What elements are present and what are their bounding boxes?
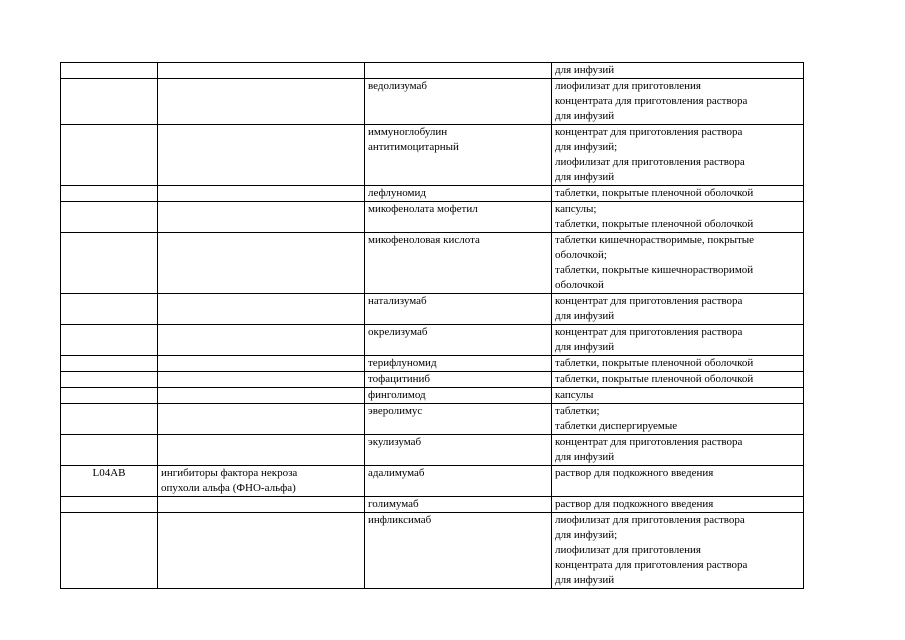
atc-code-cell: [61, 388, 158, 404]
dosage-form-cell: раствор для подкожного введения: [552, 466, 804, 497]
dosage-form-cell: капсулы; таблетки, покрытые пленочной оболочкой: [552, 202, 804, 233]
dosage-form-cell: лиофилизат для приготовления концентрата для приготовления раствора для инфузий: [552, 79, 804, 125]
table-row: [61, 372, 804, 388]
table-row: [61, 513, 804, 589]
table-row: [61, 388, 804, 404]
atc-code-cell: [61, 325, 158, 356]
drug-name-cell: экулизумаб: [365, 435, 552, 466]
drug-name-cell: натализумаб: [365, 294, 552, 325]
table-row: [61, 79, 804, 125]
atc-code-cell: [61, 356, 158, 372]
dosage-form-cell: концентрат для приготовления раствора для инфузий: [552, 435, 804, 466]
atc-code-cell: [61, 202, 158, 233]
drug-name-cell: финголимод: [365, 388, 552, 404]
atc-code-cell: [61, 294, 158, 325]
dosage-form-cell: таблетки, покрытые пленочной оболочкой: [552, 186, 804, 202]
table-row: [61, 497, 804, 513]
pharmacological-group-cell: [158, 294, 365, 325]
drug-name-cell: тофацитиниб: [365, 372, 552, 388]
table-row: [61, 186, 804, 202]
atc-code-cell: [61, 372, 158, 388]
medication-table: [60, 62, 804, 589]
drug-name-cell: голимумаб: [365, 497, 552, 513]
table-row: [61, 202, 804, 233]
atc-code-cell: [61, 79, 158, 125]
dosage-form-cell: капсулы: [552, 388, 804, 404]
pharmacological-group-cell: [158, 388, 365, 404]
atc-code-cell: [61, 513, 158, 589]
drug-name-cell: иммуноглобулин антитимоцитарный: [365, 125, 552, 186]
table-row: [61, 466, 804, 497]
pharmacological-group-cell: [158, 325, 365, 356]
drug-name-cell: микофенолата мофетил: [365, 202, 552, 233]
pharmacological-group-cell: [158, 497, 365, 513]
table-row: [61, 435, 804, 466]
table-body: [61, 63, 804, 589]
pharmacological-group-cell: [158, 202, 365, 233]
dosage-form-cell: таблетки; таблетки диспергируемые: [552, 404, 804, 435]
atc-code-cell: [61, 63, 158, 79]
drug-name-cell: терифлуномид: [365, 356, 552, 372]
table-row: [61, 356, 804, 372]
pharmacological-group-cell: [158, 186, 365, 202]
pharmacological-group-cell: [158, 63, 365, 79]
atc-code-cell: [61, 497, 158, 513]
atc-code-cell: L04AB: [61, 466, 158, 497]
dosage-form-cell: концентрат для приготовления раствора для инфузий; лиофилизат для приготовления раствора для инфузий: [552, 125, 804, 186]
drug-name-cell: [365, 63, 552, 79]
dosage-form-cell: таблетки, покрытые пленочной оболочкой: [552, 372, 804, 388]
pharmacological-group-cell: [158, 372, 365, 388]
dosage-form-cell: таблетки кишечнорастворимые, покрытые оболочкой; таблетки, покрытые кишечнорастворимой оболочкой: [552, 233, 804, 294]
drug-name-cell: лефлуномид: [365, 186, 552, 202]
pharmacological-group-cell: [158, 404, 365, 435]
table-row: [61, 294, 804, 325]
pharmacological-group-cell: [158, 356, 365, 372]
drug-name-cell: микофеноловая кислота: [365, 233, 552, 294]
atc-code-cell: [61, 233, 158, 294]
atc-code-cell: [61, 404, 158, 435]
dosage-form-cell: раствор для подкожного введения: [552, 497, 804, 513]
pharmacological-group-cell: [158, 233, 365, 294]
table-row: [61, 63, 804, 79]
dosage-form-cell: лиофилизат для приготовления раствора для инфузий; лиофилизат для приготовления концентрата для приготовления раствора для инфузий: [552, 513, 804, 589]
pharmacological-group-cell: [158, 435, 365, 466]
dosage-form-cell: концентрат для приготовления раствора для инфузий: [552, 294, 804, 325]
dosage-form-cell: для инфузий: [552, 63, 804, 79]
pharmacological-group-cell: [158, 79, 365, 125]
drug-name-cell: инфликсимаб: [365, 513, 552, 589]
table-row: [61, 404, 804, 435]
pharmacological-group-cell: [158, 125, 365, 186]
drug-name-cell: окрелизумаб: [365, 325, 552, 356]
atc-code-cell: [61, 125, 158, 186]
atc-code-cell: [61, 435, 158, 466]
drug-name-cell: эверолимус: [365, 404, 552, 435]
dosage-form-cell: таблетки, покрытые пленочной оболочкой: [552, 356, 804, 372]
drug-name-cell: ведолизумаб: [365, 79, 552, 125]
table-row: [61, 233, 804, 294]
table-row: [61, 325, 804, 356]
pharmacological-group-cell: [158, 513, 365, 589]
table-row: [61, 125, 804, 186]
pharmacological-group-cell: ингибиторы фактора некроза опухоли альфа (ФНО-альфа): [158, 466, 365, 497]
drug-name-cell: адалимумаб: [365, 466, 552, 497]
atc-code-cell: [61, 186, 158, 202]
dosage-form-cell: концентрат для приготовления раствора для инфузий: [552, 325, 804, 356]
